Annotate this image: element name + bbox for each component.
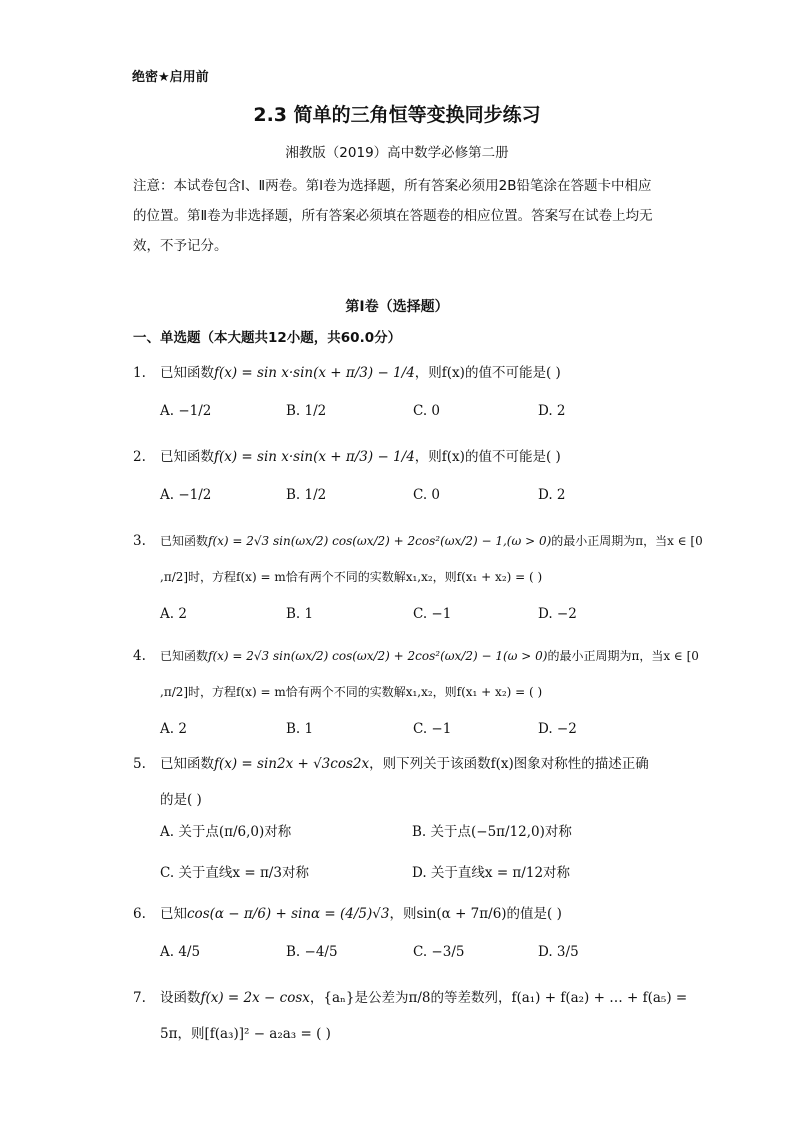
option-c[interactable]: C. 0 [413,487,441,503]
option-b[interactable]: B. 1/2 [286,487,327,503]
option-c[interactable]: C. −1 [413,721,452,737]
question-line-2: ,π/2]时，方程f(x) = m恰有两个不同的实数解x₁,x₂，则f(x₁ + x₂) = ( ) [160,570,543,584]
question-2 [133,439,661,475]
options-6 [160,944,640,968]
option-b[interactable]: B. 1 [286,606,314,622]
option-b[interactable]: B. 关于点(−5π/12,0)对称 [412,824,572,840]
option-d[interactable]: D. 2 [538,487,566,503]
page-subtitle: 湘教版（2019）高中数学必修第二册 [285,145,509,161]
question-number: 6. [133,906,146,922]
question-expression: f(x) = 2√3 sin(ωx/2) cos(ωx/2) + 2cos²(ωx/2) − 1(ω > 0) [208,649,548,663]
question-prefix: 已知函数 [160,449,214,465]
option-d[interactable]: D. 3/5 [538,944,579,960]
option-b[interactable]: B. 1 [286,721,314,737]
question-expression: f(x) = sin x·sin(x + π/3) − 1/4 [214,449,415,465]
question-number: 3. [133,533,146,549]
question-4 [133,638,699,710]
question-expression: f(x) = 2x − cosx [200,990,310,1006]
option-b[interactable]: B. 1/2 [286,403,327,419]
question-expression: f(x) = 2√3 sin(ωx/2) cos(ωx/2) + 2cos²(ωx/2) − 1,(ω > 0) [208,534,552,548]
question-number: 1. [133,365,146,381]
question-prefix: 已知函数 [160,365,214,381]
question-number: 7. [133,990,146,1006]
options-1 [160,403,640,427]
option-c[interactable]: C. −3/5 [413,944,465,960]
question-line-2: 的是( ) [160,792,202,808]
options-2 [160,487,640,511]
secret-label: 绝密★启用前 [132,70,209,85]
option-d[interactable]: D. −2 [538,721,577,737]
question-suffix: ，则f(x)的值不可能是( ) [414,365,561,381]
question-suffix: ，则下列关于该函数f(x)图象对称性的描述正确 [369,756,649,772]
question-3 [133,523,703,595]
question-expression: cos(α − π/6) + sinα = (4/5)√3 [187,906,390,922]
question-6 [133,896,661,932]
option-d[interactable]: D. 关于直线x = π/12对称 [412,865,571,881]
question-prefix: 已知 [160,906,187,922]
option-b[interactable]: B. −4/5 [286,944,338,960]
question-number: 2. [133,449,146,465]
options-3 [160,606,640,630]
option-a[interactable]: A. 4/5 [160,944,201,960]
question-suffix: 的最小正周期为π，当x ∈ [0 [547,649,699,663]
question-line-2: ,π/2]时，方程f(x) = m恰有两个不同的实数解x₁,x₂，则f(x₁ + x₂) = ( ) [160,685,543,699]
option-a[interactable]: A. 2 [160,606,187,622]
option-c[interactable]: C. 0 [413,403,441,419]
section-heading: 一、单选题（本大题共12小题，共60.0分） [133,330,402,346]
question-prefix: 已知函数 [160,649,209,663]
notice-text: 注意：本试卷包含Ⅰ、Ⅱ两卷。第Ⅰ卷为选择题，所有答案必须用2B铅笔涂在答题卡中相应的位置。第Ⅱ卷为非选择题，所有答案必须填在答题卷的相应位置。答案写在试卷上均无效，不予记分。 [133,178,653,254]
option-c[interactable]: C. −1 [413,606,452,622]
question-5 [133,746,661,818]
question-suffix: ，{aₙ}是公差为π/8的等差数列，f(a₁) + f(a₂) + … + f(a₅) = [309,990,688,1006]
question-suffix: ，则f(x)的值不可能是( ) [414,449,561,465]
question-prefix: 已知函数 [160,534,209,548]
question-line-2: 5π，则[f(a₃)]² − a₂a₃ = ( ) [160,1026,331,1042]
options-4 [160,721,640,745]
question-suffix: ，则sin(α + 7π/6)的值是( ) [389,906,562,922]
option-a[interactable]: A. 关于点(π/6,0)对称 [160,824,292,840]
option-c[interactable]: C. 关于直线x = π/3对称 [160,865,309,881]
option-a[interactable]: A. −1/2 [160,487,212,503]
options-5-row-1 [160,820,640,844]
question-expression: f(x) = sin x·sin(x + π/3) − 1/4 [214,365,415,381]
option-d[interactable]: D. 2 [538,403,566,419]
options-5-row-2 [160,861,640,885]
question-suffix: 的最小正周期为π，当x ∈ [0 [551,534,703,548]
option-a[interactable]: A. −1/2 [160,403,212,419]
question-number: 4. [133,648,146,664]
question-prefix: 设函数 [160,990,201,1006]
question-expression: f(x) = sin2x + √3cos2x [214,756,370,772]
page-title: 2.3 简单的三角恒等变换同步练习 [253,104,541,126]
question-number: 5. [133,756,146,772]
option-a[interactable]: A. 2 [160,721,187,737]
question-7 [133,980,688,1052]
part-heading: 第Ⅰ卷（选择题） [345,299,449,315]
option-d[interactable]: D. −2 [538,606,577,622]
question-1 [133,355,661,391]
question-prefix: 已知函数 [160,756,214,772]
